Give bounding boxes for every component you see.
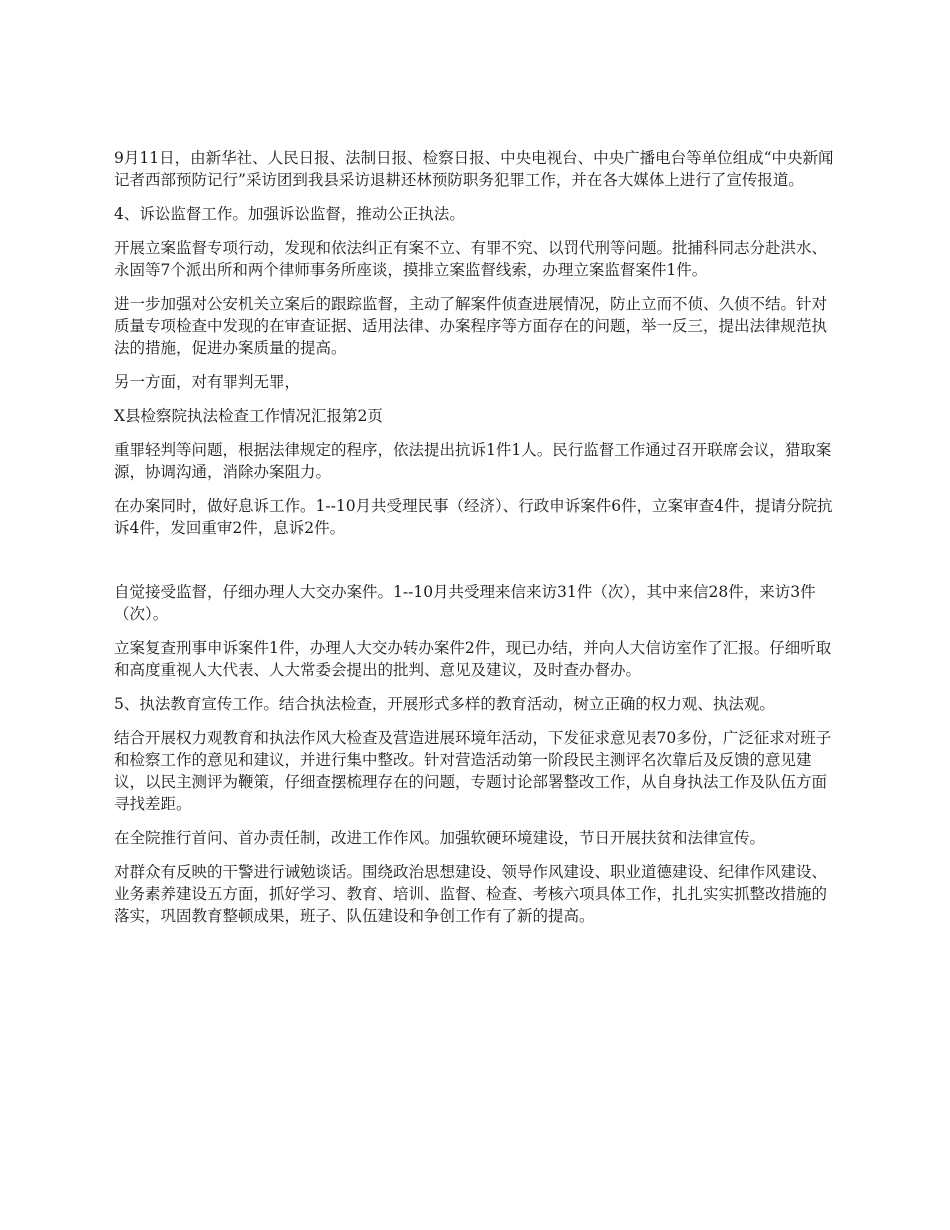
paragraph-power-education: 结合开展权力观教育和执法作风大检查及营造进展环境年活动，下发征求意见表70多份，广泛征求对班子和检察工作的意见和建议，并进行集中整改。针对营造活动第一阶段民主测评名次靠后及反馈的意见建议，以民主测评为鞭策，仔细查摆梳理存在的问题，专题讨论部署整改工作，从自身执法工作及队伍方面寻找差距。 (114, 729, 832, 813)
paragraph-section-4-heading: 4、诉讼监督工作。加强诉讼监督，推动公正执法。 (114, 205, 465, 223)
paragraph-accept-supervision: 自觉接受监督，仔细办理人大交办案件。1--10月共受理来信来访31件（次），其中来信28件，来访3件（次）。 (114, 583, 816, 623)
document-body (114, 147, 836, 939)
paragraph-responsibility-system: 在全院推行首问、首办责任制，改进工作作风。加强软硬环境建设，节日开展扶贫和法律宣传。 (114, 829, 766, 847)
paragraph-follow-up-supervision: 进一步加强对公安机关立案后的跟踪监督，主动了解案件侦查进展情况，防止立而不侦、久侦不结。针对质量专项检查中发现的在审查证据、适用法律、办案程序等方面存在的问题，举一反三，提出法律规范执法的措施，促进办案质量的提高。 (114, 295, 828, 357)
paragraph-section-5-heading: 5、执法教育宣传工作。结合执法检查，开展形式多样的教育活动，树立正确的权力观、执法观。 (114, 695, 775, 713)
paragraph-protest: 重罪轻判等问题，根据法律规定的程序，依法提出抗诉1件1人。民行监督工作通过召开联席会议，猎取案源，协调沟通，消除办案阻力。 (114, 441, 832, 481)
blank-gap (114, 551, 836, 581)
page-running-title: X县检察院执法检查工作情况汇报第2页 (114, 407, 383, 425)
paragraph-review-cases: 立案复查刑事申诉案件1件，办理人大交办转办案件2件，现已办结，并向人大信访室作了汇报。仔细听取和高度重视人大代表、人大常委会提出的批判、意见及建议，及时查办督办。 (114, 639, 832, 679)
paragraph-filing-supervision: 开展立案监督专项行动，发现和依法纠正有案不立、有罪不究、以罚代刑等问题。批捕科同志分赴洪水、永固等7个派出所和两个律师事务所座谈，摸排立案监督线索，办理立案监督案件1件。 (114, 239, 828, 279)
paragraph-petition-work: 在办案同时，做好息诉工作。1--10月共受理民事（经济）、行政申诉案件6件，立案审查4件，提请分院抗诉4件，发回重审2件，息诉2件。 (114, 497, 833, 537)
paragraph-on-the-other-hand: 另一方面，对有罪判无罪， (114, 373, 301, 391)
paragraph-admonition-talks: 对群众有反映的干警进行诫勉谈话。围绕政治思想建设、领导作风建设、职业道德建设、纪律作风建设、业务素养建设五方面，抓好学习、教育、培训、监督、检查、考核六项具体工作，扎扎实实抓整改措施的落实，巩固教育整顿成果，班子、队伍建设和争创工作有了新的提高。 (114, 863, 828, 925)
paragraph-media-coverage: 9月11日，由新华社、人民日报、法制日报、检察日报、中央电视台、中央广播电台等单位组成“中央新闻记者西部预防记行”采访团到我县采访退耕还林预防职务犯罪工作，并在各大媒体上进行了宣传报道。 (114, 149, 834, 189)
